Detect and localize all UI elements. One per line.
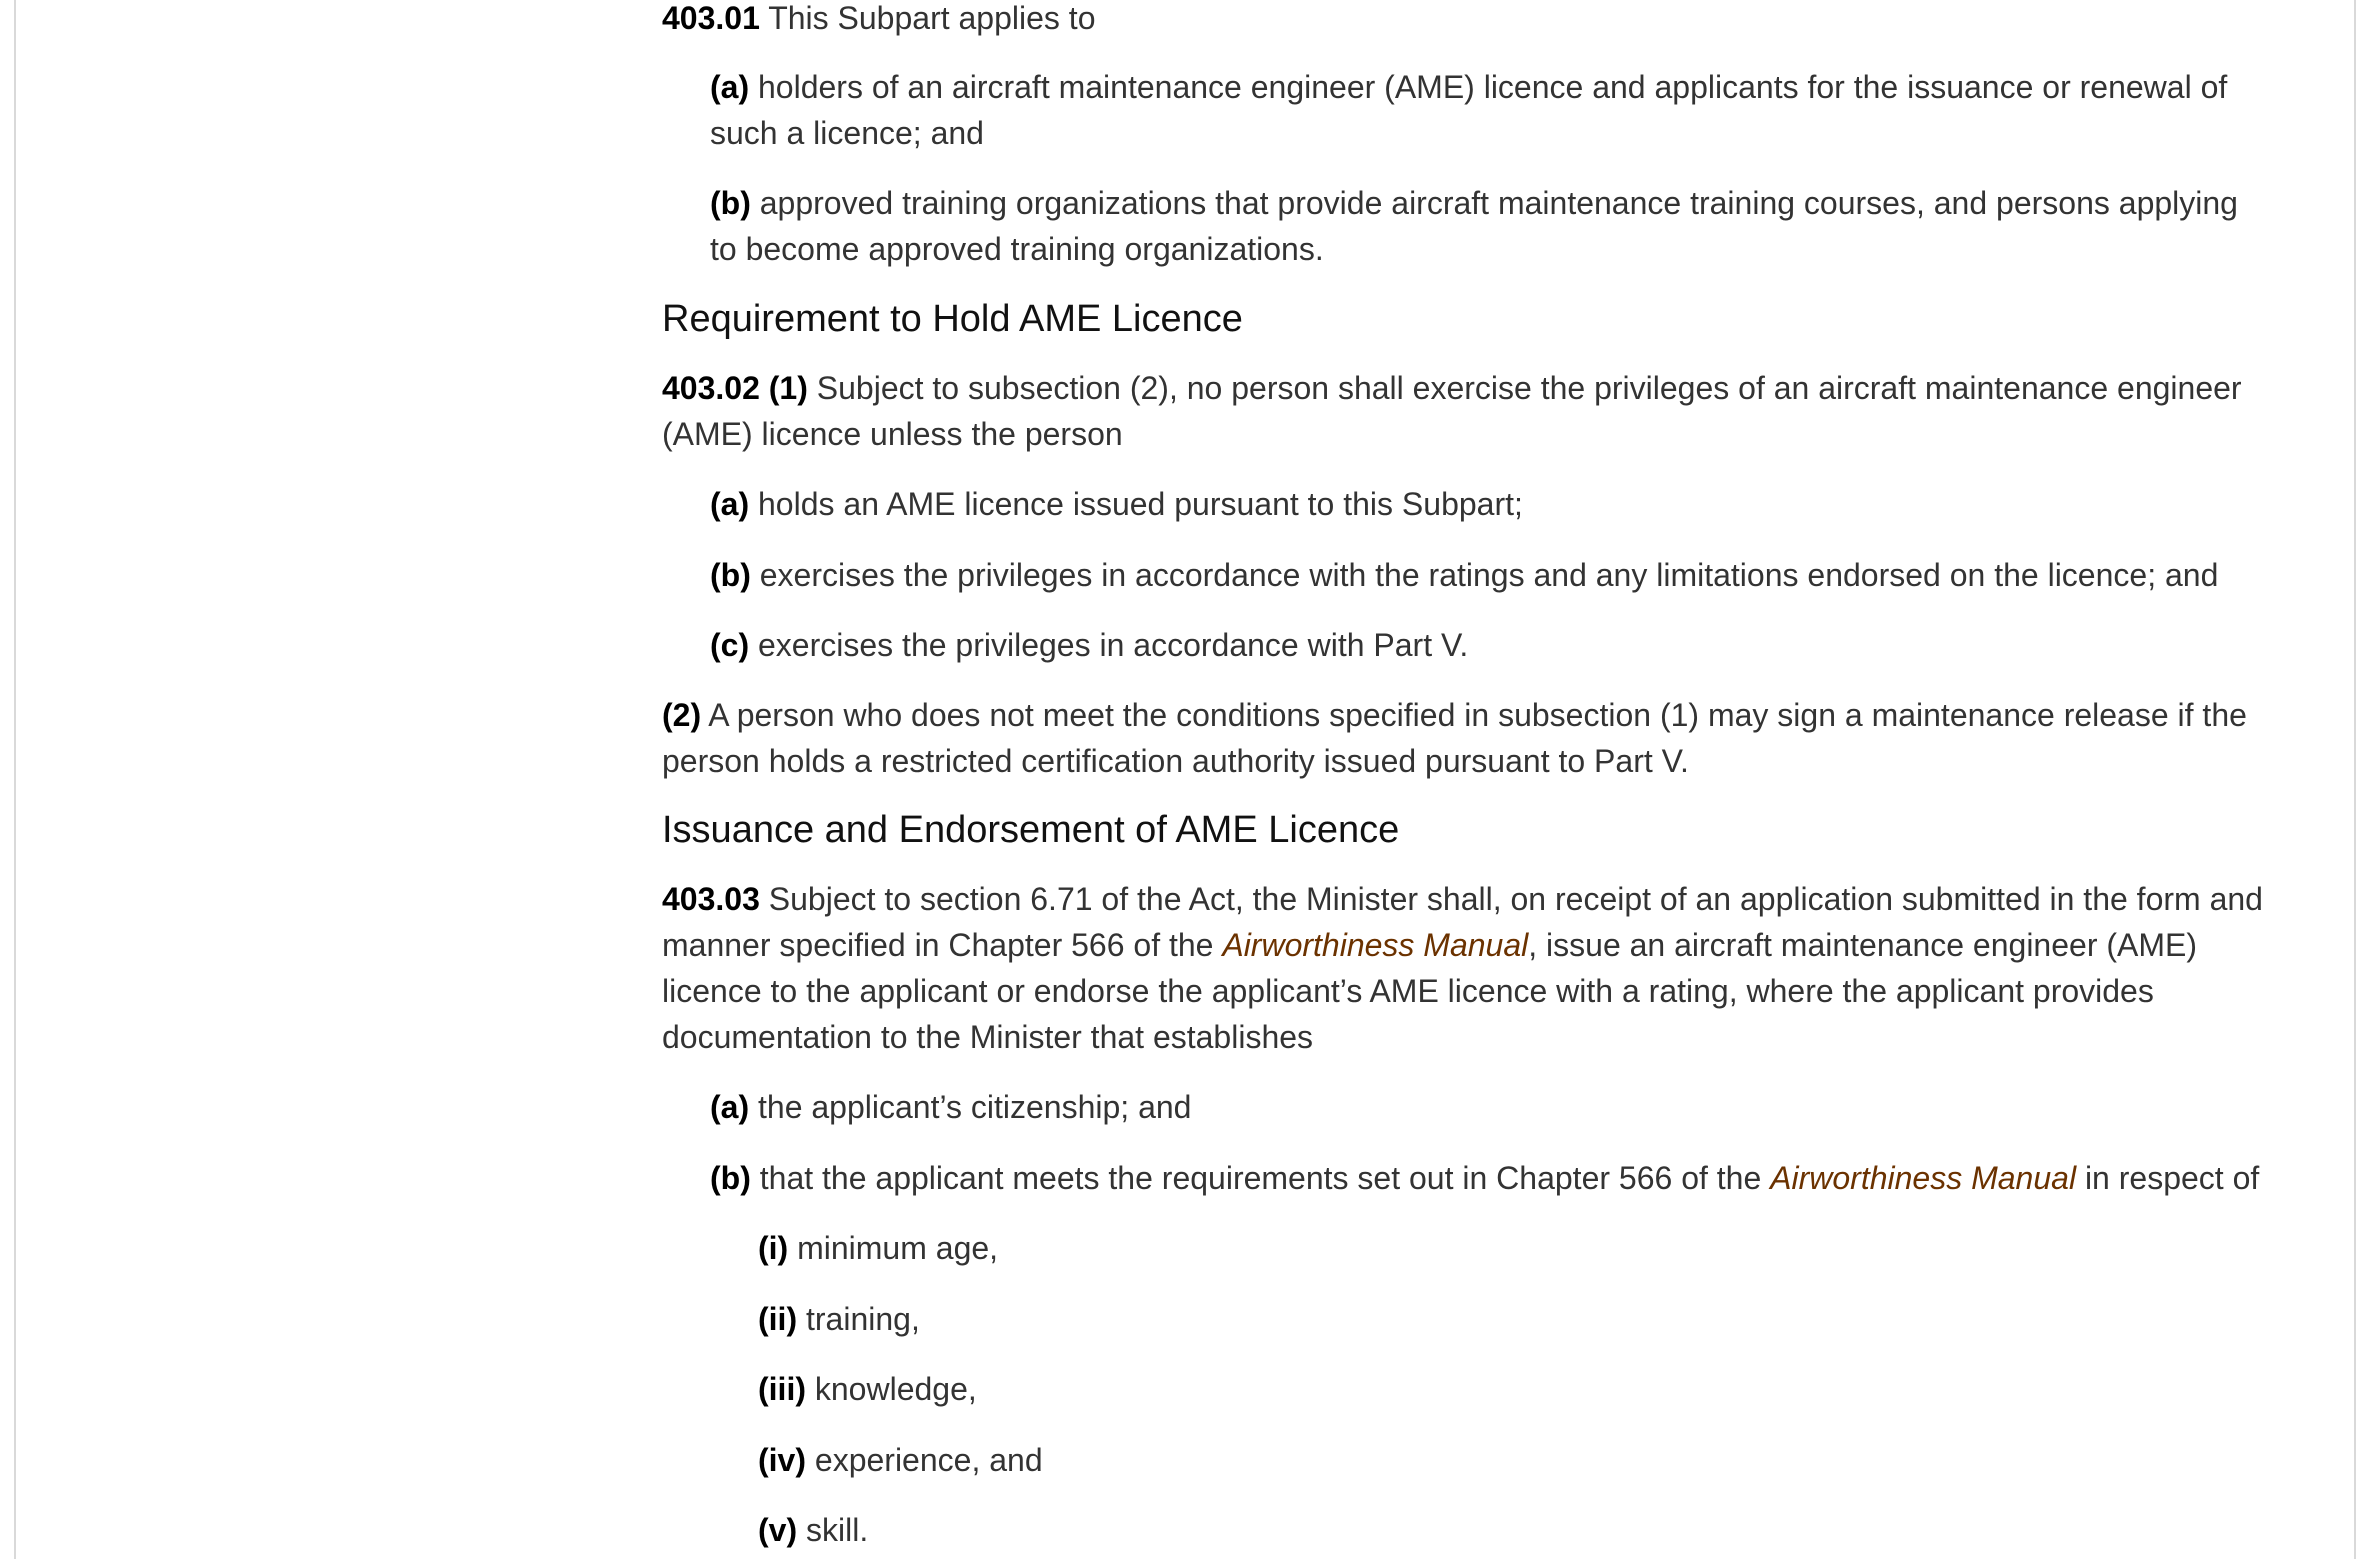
section-403-03 (662, 876, 2282, 1060)
paragraph-403-02-a (710, 481, 2270, 527)
paragraph-label: (a) (710, 1089, 750, 1125)
paragraph-text: approved training organizations that provide aircraft maintenance training courses, and persons applying to become approved training organizations. (710, 185, 2238, 267)
paragraph-text: exercises the privileges in accordance with the ratings and any limitations endorsed on the licence; and (759, 557, 2219, 593)
paragraph-label: (b) (710, 557, 751, 593)
airworthiness-manual-link[interactable]: Airworthiness Manual (1222, 927, 1529, 963)
section-text-before: Subject to section 6.71 of the Act, the Minister shall, on receipt of an application submitted in the form and manner specified in Chapter 566 of the (662, 881, 2263, 963)
item-label: (i) (758, 1230, 789, 1266)
heading-requirement: Requirement to Hold AME Licence (662, 298, 1243, 340)
item-label: (iii) (758, 1371, 806, 1407)
paragraph-label: (b) (710, 1160, 751, 1196)
section-number: 403.03 (662, 881, 760, 917)
item-403-03-b-iv (758, 1437, 2258, 1483)
paragraph-label: (a) (710, 69, 750, 105)
paragraph-text: the applicant’s citizenship; and (758, 1089, 1192, 1125)
subsection-403-02-2 (662, 692, 2282, 784)
item-text: training, (805, 1301, 920, 1337)
section-text-after: , issue an aircraft maintenance engineer (AME) licence to the applicant or endorse the applicant’s AME licence with a rating, where the applicant provides documentation to the Minister that establishes (662, 927, 2198, 1055)
section-number: 403.01 (662, 0, 760, 36)
item-text: experience, and (814, 1442, 1043, 1478)
item-403-03-b-v (758, 1507, 2258, 1553)
item-text: skill. (806, 1512, 869, 1548)
paragraph-403-03-b (710, 1155, 2310, 1201)
left-border (14, 0, 16, 1559)
paragraph-label: (b) (710, 185, 751, 221)
item-403-03-b-iii (758, 1366, 2258, 1412)
paragraph-label: (a) (710, 486, 750, 522)
heading-issuance: Issuance and Endorsement of AME Licence (662, 809, 1400, 851)
paragraph-text: holds an AME licence issued pursuant to this Subpart; (758, 486, 1523, 522)
paragraph-label: (c) (710, 627, 750, 663)
subsection-text: A person who does not meet the conditions specified in subsection (1) may sign a maintenance release if the person holds a restricted certification authority issued pursuant to Part V. (662, 697, 2247, 779)
paragraph-text: holders of an aircraft maintenance engineer (AME) licence and applicants for the issuance or renewal of such a licence; and (710, 69, 2228, 151)
paragraph-text-after: in respect of (2084, 1160, 2260, 1196)
paragraph-text: exercises the privileges in accordance with Part V. (758, 627, 1469, 663)
right-border (2354, 0, 2356, 1559)
section-number: 403.02 (1) (662, 370, 808, 406)
section-403-02 (662, 365, 2282, 457)
subsection-label: (2) (662, 697, 702, 733)
item-text: knowledge, (814, 1371, 977, 1407)
section-text: This Subpart applies to (768, 0, 1096, 36)
paragraph-403-01-b (710, 180, 2270, 272)
airworthiness-manual-link[interactable]: Airworthiness Manual (1770, 1160, 2077, 1196)
item-label: (ii) (758, 1301, 798, 1337)
item-403-03-b-i (758, 1225, 2258, 1271)
item-403-03-b-ii (758, 1296, 2258, 1342)
paragraph-403-03-a (710, 1084, 2270, 1130)
paragraph-403-02-c (710, 622, 2270, 668)
item-label: (iv) (758, 1442, 806, 1478)
paragraph-403-01-a (710, 64, 2270, 156)
section-text: Subject to subsection (2), no person shall exercise the privileges of an aircraft maintenance engineer (AME) licence unless the person (662, 370, 2242, 452)
paragraph-403-02-b (710, 552, 2290, 598)
paragraph-text-before: that the applicant meets the requirements set out in Chapter 566 of the (759, 1160, 1762, 1196)
item-text: minimum age, (797, 1230, 999, 1266)
item-label: (v) (758, 1512, 798, 1548)
section-403-01 (662, 0, 2282, 41)
